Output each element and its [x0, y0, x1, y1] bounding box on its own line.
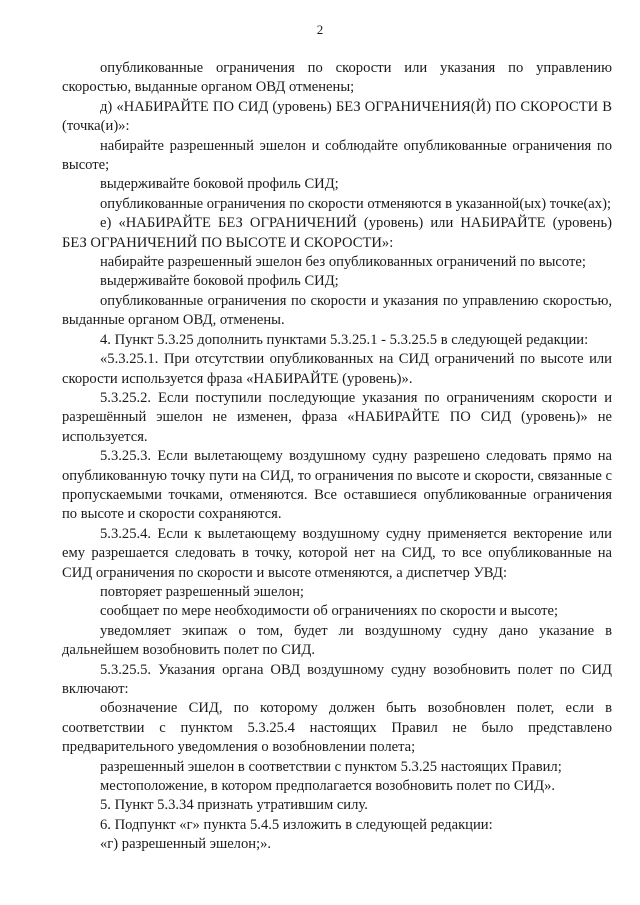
paragraph: разрешенный эшелон в соответствии с пунктом 5.3.25 настоящих Правил;	[100, 758, 562, 775]
paragraph: опубликованные ограничения по скорости и указания по управлению скоростью, выданные органом ОВД, отменены.	[62, 292, 612, 329]
paragraph: д) «НАБИРАЙТЕ ПО СИД (уровень) БЕЗ ОГРАНИЧЕНИЯ(Й) ПО СКОРОСТИ В (точка(и)»:	[62, 98, 612, 135]
paragraph: 5.3.25.4. Если к вылетающему воздушному судну применяется векторение или ему разрешается следовать в точку, которой нет на СИД, то все опубликованные на СИД ограничения по скорости и высоте отменяются, а диспетчер УВД:	[62, 525, 612, 581]
paragraph: набирайте разрешенный эшелон и соблюдайте опубликованные ограничения по высоте;	[62, 137, 612, 174]
page-number: 2	[316, 22, 324, 37]
paragraph: «г) разрешенный эшелон;».	[100, 836, 272, 853]
paragraph: выдерживайте боковой профиль СИД;	[100, 176, 339, 193]
paragraph: «5.3.25.1. При отсутствии опубликованных на СИД ограничений по высоте или скорости используется фраза «НАБИРАЙТЕ (уровень)».	[62, 351, 612, 387]
paragraph: 5.3.25.3. Если вылетающему воздушному судну разрешено следовать прямо на опубликованную точку пути на СИД, то ограничения по высоте и скорости, связанные с пропускаемыми точками, отменяются. Все оставшиеся опубликованные ограничения по высоте и скорости сохраняются.	[62, 448, 612, 523]
paragraph: выдерживайте боковой профиль СИД;	[100, 273, 339, 290]
paragraph: повторяет разрешенный эшелон;	[100, 583, 304, 600]
paragraph: е) «НАБИРАЙТЕ БЕЗ ОГРАНИЧЕНИЙ (уровень) или НАБИРАЙТЕ (уровень) БЕЗ ОГРАНИЧЕНИЙ ПО ВЫСОТЕ И СКОРОСТИ»:	[62, 215, 612, 251]
paragraph: сообщает по мере необходимости об ограничениях по скорости и высоте;	[100, 603, 559, 620]
paragraph: 6. Подпункт «г» пункта 5.4.5 изложить в следующей редакции:	[100, 816, 493, 833]
paragraph: местоположение, в котором предполагается возобновить полет по СИД».	[100, 778, 556, 795]
document-body	[62, 59, 612, 855]
paragraph: опубликованные ограничения по скорости отменяются в указанной(ых) точке(ах);	[100, 195, 612, 212]
paragraph: 4. Пункт 5.3.25 дополнить пунктами 5.3.25.1 - 5.3.25.5 в следующей редакции:	[100, 331, 589, 348]
paragraph: 5. Пункт 5.3.34 признать утратившим силу.	[100, 797, 368, 814]
paragraph: 5.3.25.5. Указания органа ОВД воздушному судну возобновить полет по СИД включают:	[62, 661, 612, 697]
paragraph: уведомляет экипаж о том, будет ли воздушному судну дано указание в дальнейшем возобновить полет по СИД.	[62, 622, 612, 659]
paragraph: набирайте разрешенный эшелон без опубликованных ограничений по высоте;	[100, 254, 586, 271]
paragraph: обозначение СИД, по которому должен быть возобновлен полет, если в соответствии с пунктом 5.3.25.4 настоящих Правил не было представлено предварительного уведомления о возобновлении полета;	[62, 700, 612, 756]
paragraph: опубликованные ограничения по скорости или указания по управлению скоростью, выданные органом ОВД отменены;	[62, 60, 612, 96]
paragraph: 5.3.25.2. Если поступили последующие указания по ограничениям скорости и разрешённый эшелон не изменен, фраза «НАБИРАЙТЕ ПО СИД (уровень)» не используется.	[62, 389, 612, 445]
